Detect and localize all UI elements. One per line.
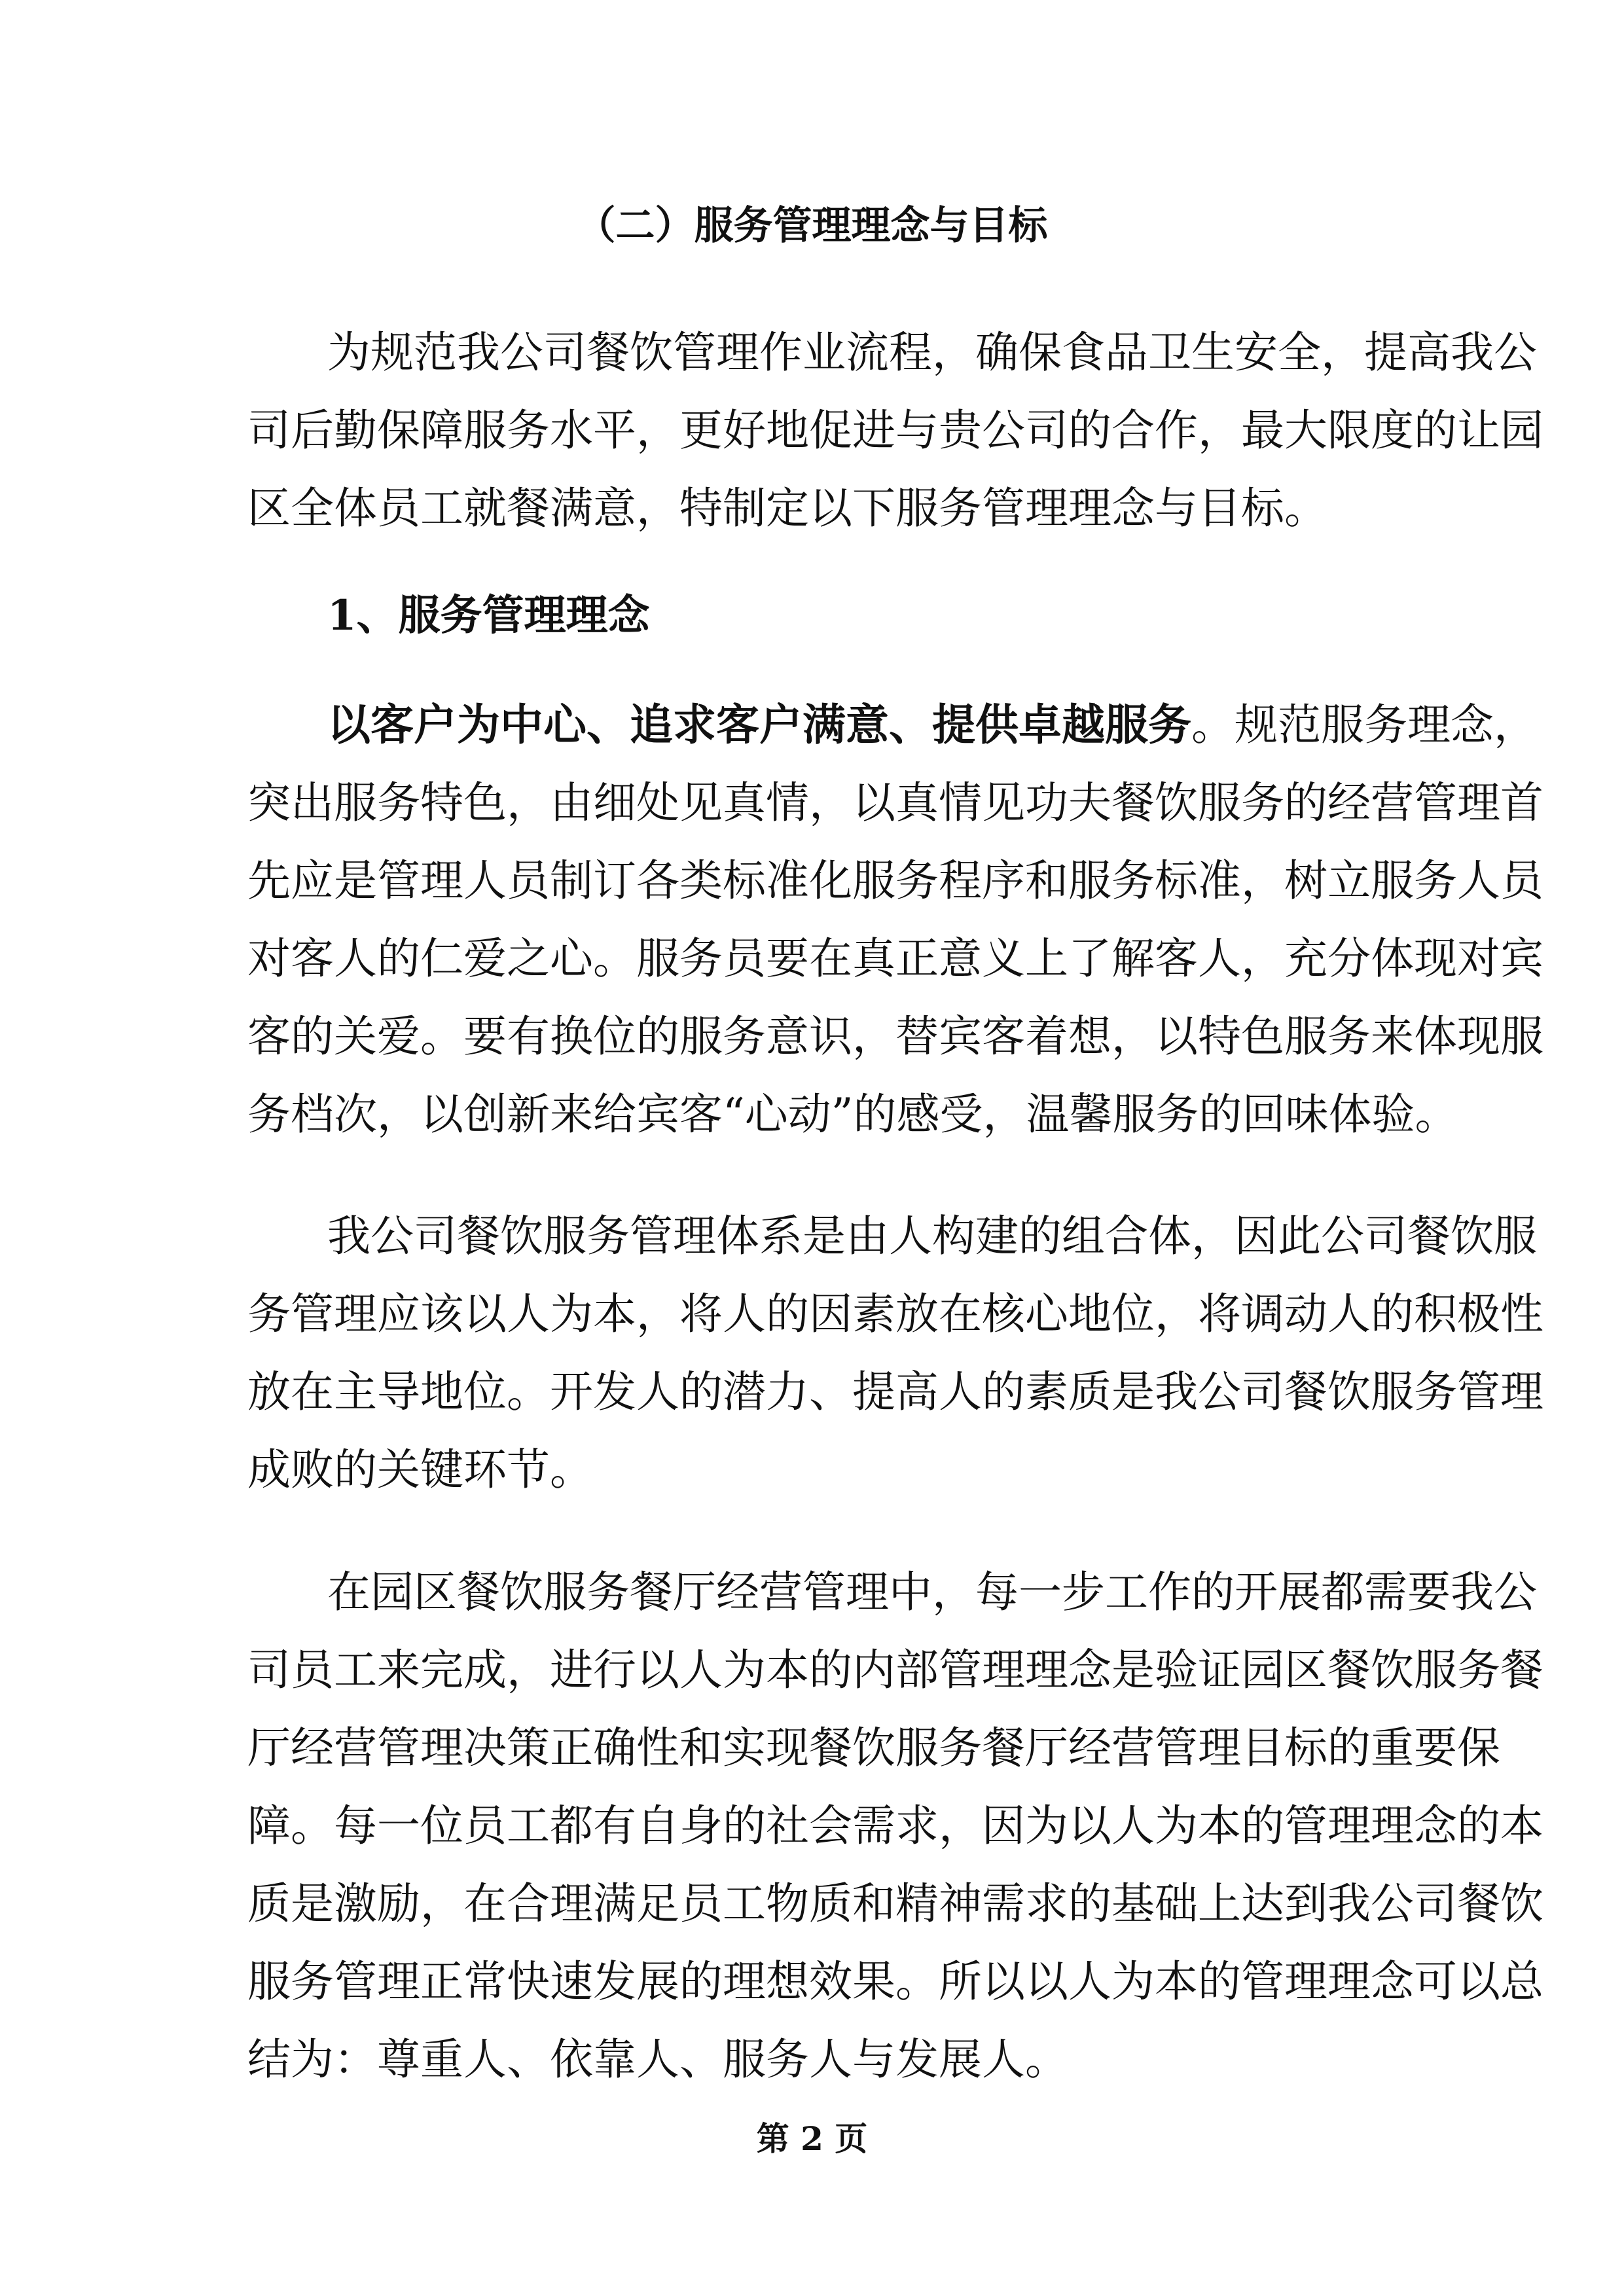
text-line: [247, 686, 1537, 764]
text-line: 在园区餐饮服务餐厅经营管理中，每一步工作的开展都需要我公: [327, 1567, 1537, 1617]
text-line: 突出服务特色，由细处见真情，以真情见功夫餐饮服务的经营管理首: [247, 778, 1543, 828]
text-line: 司后勤保障服务水平，更好地促进与贵公司的合作，最大限度的让园: [247, 405, 1543, 456]
text-line: 厅经营管理决策正确性和实现餐饮服务餐厅经营管理目标的重要保: [247, 1723, 1500, 1773]
text-line: 对客人的仁爱之心。服务员要在真正意义上了解客人，充分体现对宾: [247, 933, 1543, 984]
people-oriented-paragraph: [247, 1197, 1543, 1509]
page-number: 第 2 页: [756, 2119, 868, 2158]
text-line: 障。每一位员工都有自身的社会需求，因为以人为本的管理理念的本: [247, 1801, 1543, 1851]
intro-paragraph: [247, 314, 1543, 547]
section-title: （二）服务管理理念与目标: [576, 203, 1048, 249]
text-line: 为规范我公司餐饮管理作业流程，确保食品卫生安全，提高我公: [327, 327, 1537, 378]
text-line: 区全体员工就餐满意，特制定以下服务管理理念与目标。: [247, 483, 1327, 533]
philosophy-paragraph: [247, 686, 1543, 1153]
text-line: 服务管理正常快速发展的理想效果。所以以人为本的管理理念可以总: [247, 1956, 1543, 2007]
text-line: 务档次，以创新来给宾客“心动”的感受，温馨服务的回味体验。: [247, 1089, 1458, 1139]
subsection-heading: 1、服务管理理念: [327, 591, 650, 640]
text-line: 司员工来完成，进行以人为本的内部管理理念是验证园区餐饮服务餐: [247, 1645, 1543, 1695]
text-line: 先应是管理人员制订各类标准化服务程序和服务标准，树立服务人员: [247, 855, 1543, 906]
text-line: 客的关爱。要有换位的服务意识，替宾客着想，以特色服务来体现服: [247, 1011, 1543, 1062]
text-line: 质是激励，在合理满足员工物质和精神需求的基础上达到我公司餐饮: [247, 1878, 1543, 1929]
text-line: 结为：尊重人、依靠人、服务人与发展人。: [247, 2034, 1068, 2085]
management-paragraph: [247, 1553, 1543, 2098]
text-line: 我公司餐饮服务管理体系是由人构建的组合体，因此公司餐饮服: [327, 1211, 1537, 1261]
text-line: 务管理应该以人为本，将人的因素放在核心地位，将调动人的积极性: [247, 1289, 1543, 1339]
text-run: 。规范服务理念，: [1191, 700, 1537, 750]
bold-motto: 以客户为中心、追求客户满意、提供卓越服务: [327, 699, 1191, 750]
text-line: 成败的关键环节。: [247, 1444, 593, 1495]
text-line: 放在主导地位。开发人的潜力、提高人的素质是我公司餐饮服务管理: [247, 1367, 1543, 1417]
